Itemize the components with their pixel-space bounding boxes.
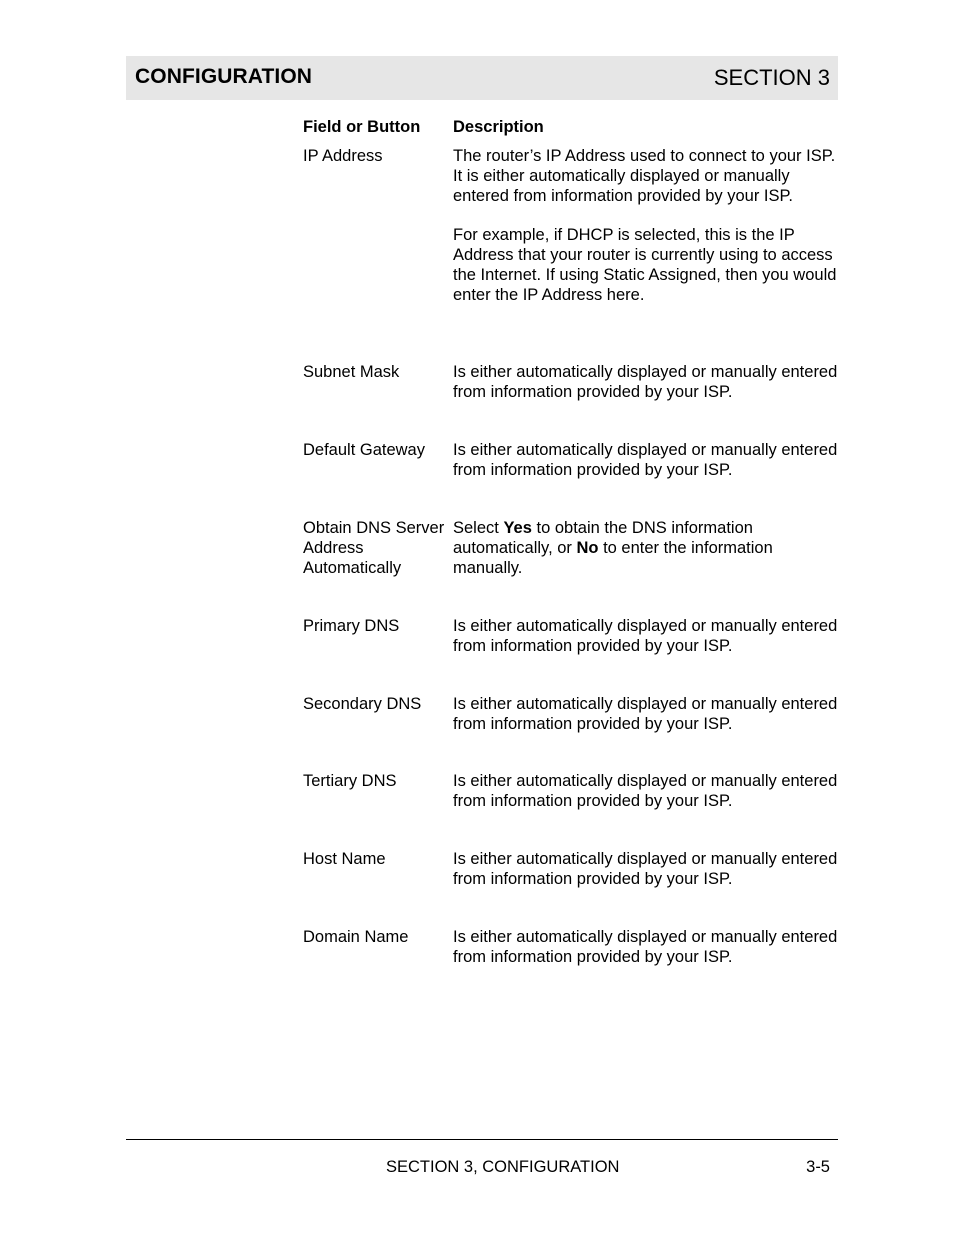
table-row [303, 928, 843, 988]
table-row [303, 147, 843, 363]
field-description [453, 519, 838, 578]
footer-section-label: SECTION 3, CONFIGURATION [386, 1158, 620, 1176]
field-description [453, 147, 838, 306]
field-name: Domain Name [303, 928, 409, 946]
description-paragraph: For example, if DHCP is selected, this is the IP Address that your router is currently using to access the Internet. If using Static Assigned, then you would enter the IP Address here. [453, 226, 837, 304]
field-description: Is either automatically displayed or manually entered from information provided by your ISP. [453, 772, 838, 810]
field-name: Secondary DNS [303, 695, 422, 713]
table-row [303, 441, 843, 519]
table-row [303, 519, 843, 617]
field-name: Tertiary DNS [303, 772, 397, 790]
table-row [303, 363, 843, 441]
table-row [303, 850, 843, 928]
field-name: Default Gateway [303, 441, 425, 459]
field-description: Is either automatically displayed or manually entered from information provided by your ISP. [453, 617, 838, 655]
field-name: Host Name [303, 850, 386, 868]
table-header-row [303, 118, 843, 147]
description-text: Select [453, 519, 504, 537]
field-name: Obtain DNS Server Address Automatically [303, 519, 445, 577]
field-description-table [303, 118, 843, 988]
description-text: to obtain the DNS information automatically, or [453, 519, 753, 557]
description-text: to enter the information manually. [453, 538, 773, 577]
field-name: Primary DNS [303, 617, 400, 635]
page-number: 3-5 [806, 1158, 830, 1176]
field-description: Is either automatically displayed or manually entered from information provided by your ISP. [453, 441, 838, 479]
field-name: Subnet Mask [303, 363, 400, 381]
table-row [303, 772, 843, 850]
description-no: No [576, 538, 599, 557]
table-row [303, 617, 843, 695]
field-name: IP Address [303, 147, 383, 165]
field-description: Is either automatically displayed or manually entered from information provided by your ISP. [453, 695, 838, 733]
header-bar [126, 56, 838, 100]
field-description: Is either automatically displayed or manually entered from information provided by your ISP. [453, 363, 838, 401]
field-description: Is either automatically displayed or manually entered from information provided by your ISP. [453, 928, 838, 966]
header-title: CONFIGURATION [135, 65, 313, 88]
column-header-description: Description [453, 118, 544, 136]
header-section: SECTION 3 [713, 65, 830, 90]
table-row [303, 695, 843, 772]
description-yes: Yes [503, 519, 532, 537]
description-paragraph: The router’s IP Address used to connect to your ISP. It is either automatically displayed or manually entered from information provided by your ISP. [453, 147, 836, 205]
field-description: Is either automatically displayed or manually entered from information provided by your ISP. [453, 850, 838, 888]
footer-divider [126, 1139, 838, 1140]
column-header-field: Field or Button [303, 118, 421, 136]
